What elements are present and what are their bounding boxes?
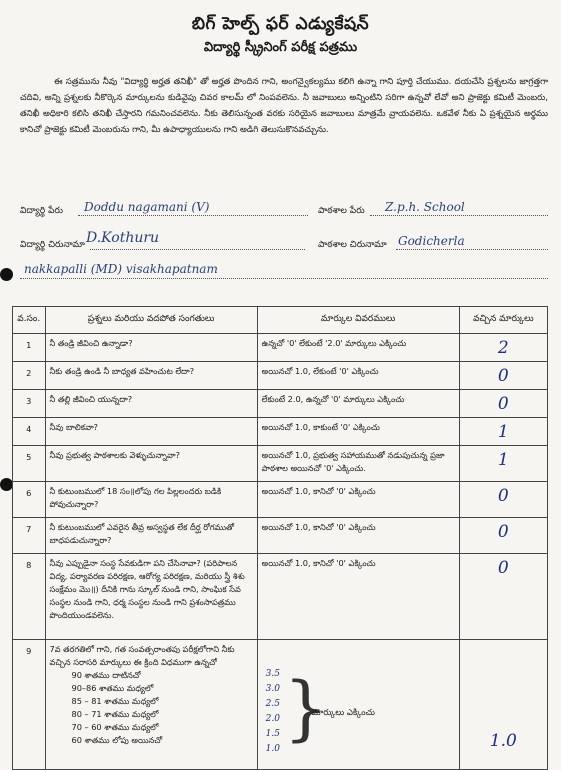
student-name-value[interactable]: Doddu nagamani (V) — [84, 200, 210, 214]
school-name-label: పాఠశాల పేరు — [318, 206, 365, 216]
score-value[interactable]: 1 — [497, 450, 509, 470]
row9-marks-bracket — [262, 643, 455, 763]
header-marks-obtained: వచ్చిన మార్కులు — [459, 307, 547, 334]
header-sno: వ.సం. — [13, 307, 46, 334]
table-row: 1 నీ తండ్రి జీవించి ఉన్నాడా? ఉన్నచో '0' లేకుంటే '2.0' మార్కులు ఎక్కించు 2 — [13, 334, 548, 362]
table-header-row — [13, 307, 548, 334]
student-address-label: విద్యార్థి చిరునామా — [20, 240, 85, 250]
school-address-label: పాఠశాల చిరునామా — [318, 240, 387, 250]
score-value[interactable]: 0 — [497, 558, 509, 578]
score-value[interactable]: 1 — [497, 422, 509, 442]
row9-note: మార్కులు ఎక్కించు — [311, 708, 375, 718]
table-row: 5 నీవు ప్రభుత్వ పాఠశాలకు వెళ్ళుచున్నావా? అయినచో 1.0, ప్రభుత్వ సహాయముతో నడుపుచున్న ప్రజా పాఠశాల అయినచో '0' ఎక్కించు. 1 — [13, 446, 548, 482]
school-name-value[interactable]: Z.p.h. School — [385, 200, 465, 214]
row9-mark-values: 3.5 3.0 2.5 2.0 1.5 1.0 — [265, 669, 280, 754]
table-row: 9 7వ తరగతిలో గాని, గత సంవత్సరాంతపు పరీక్షలోగాని నీకు వచ్చిన సరాసరి మార్కులు ఈ క్రింది విధముగా ఉన్నచో 90 శాతము దాటినచో 90–86 శాతము మధ్యలో 85 – 81 శాతము మధ్యలో 80 – 71 శాతము మధ్యలో 70 – 60 శాతము మధ్యలో 60 శాతము లోపు అయినచో 3.5 3.0 2.5 2.0 1.5 1.0 } మార్కులు ఎక్కించు 1.0 — [13, 640, 548, 770]
student-address-value[interactable]: D.Kothuru — [86, 230, 160, 246]
form-subtitle: విద్యార్థి స్క్రీనింగ్ పరీక్ష పత్రము — [203, 40, 358, 55]
punch-hole — [0, 268, 13, 281]
table-row: 6 నీ కుటుంబములో 18 సం॥లోపు గల పిల్లలందరు బడికి పోవుచున్నారా? అయినచో 1.0, కానిచో '0' ఎక్కించు 0 — [13, 482, 548, 518]
score-value[interactable]: 0 — [497, 394, 509, 414]
range-item: 80 – 71 శాతము మధ్యలో — [71, 709, 159, 719]
score-value[interactable]: 1.0 — [489, 731, 517, 751]
instructions-text: ఈ సత్రమును నీవు "విద్యార్థి అర్హత తనిఖీ" తో అర్హత పొందిన గాని, అంగన్వైకల్యము కలిగి ఉన్నా గాని పూర్తి చేయుము. దయచేసి ప్రశ్నలను జాగ్రత్తగా చదివి, అన్ని ప్రశ్నలకు నీకొర్కెన మార్కులను కుడివైపు చివర కాలమ్ లో నింపవలెను. నీ జవాబులు అన్నింటిని సరిగా ఉన్నవో లేవో అని ప్రాజెక్టు కమిటీ మెంబరు, తనిఖీ అధికారి కలిసి తనిఖీ చేస్తారని గమనించవలెను. నీకు తెలిసున్నంత వరకు సరియైన జవాబులు మాత్రమే వ్రాయవలెను. ఒకవేళ నీకు ఏ ప్రశ్నయైన అర్థము కానిచో ప్రాజెక్టు కమిటీ మెంబరును గాని, మీ ఉపాధ్యాయులను గాని అడిగి తెలుసుకొనవచ్చును. — [20, 77, 548, 135]
student-name-label: విద్యార్థి పేరు — [20, 206, 63, 216]
header-marks-details: మార్కుల వివరములు — [257, 307, 459, 334]
range-item: 60 శాతము లోపు అయినచో — [71, 735, 163, 745]
range-item: 90 శాతము దాటినచో — [71, 670, 141, 680]
row9-intro: 7వ తరగతిలో గాని, గత సంవత్సరాంతపు పరీక్షలోగాని నీకు వచ్చిన సరాసరి మార్కులు ఈ క్రింది విధముగా ఉన్నచో — [49, 644, 235, 667]
range-item: 85 – 81 శాతము మధ్యలో — [71, 696, 159, 706]
screening-table — [12, 306, 548, 770]
address-line2-value[interactable]: nakkapalli (MD) visakhapatnam — [24, 262, 218, 276]
score-value[interactable]: 0 — [497, 522, 509, 542]
table-row: 7 నీ కుటుంబములో ఎవరైన తీవ్ర అస్వస్థత లేక దీర్ఘ రోగముతో బాధపడుచున్నారా? అయినచో 1.0, కానిచో '0' ఎక్కించు 0 — [13, 518, 548, 554]
header-questions: ప్రశ్నలు మరియు వదపోత సంగతులు — [45, 307, 257, 334]
school-address-value[interactable]: Godicherla — [398, 234, 465, 248]
score-value[interactable]: 2 — [497, 338, 509, 358]
instructions-paragraph — [20, 74, 548, 138]
range-item: 70 – 60 శాతము మధ్యలో — [71, 722, 159, 732]
form-title: బిగ్ హెల్ప్ ఫర్ ఎడ్యుకేషన్ — [191, 14, 370, 34]
score-value[interactable]: 0 — [497, 366, 509, 386]
range-item: 90–86 శాతము మధ్యలో — [71, 683, 154, 693]
table-row: 4 నీవు బాలికవా? అయినచో 1.0, కాకుంటే '0' ఎక్కించు 1 — [13, 418, 548, 446]
score-value[interactable]: 0 — [497, 486, 509, 506]
brace-icon: } — [283, 667, 329, 749]
table-row: 8 నీవు ఎప్పుడైనా సంస్థ సేవకుడిగా పని చేసినావా? (పరిపాలన విద్య, పర్యావరణ పరిరక్షణ, ఆరోగ్య పరిరక్షణ, మరియు స్త్రీ శిశు సంక్షేమం మొ॥) దీనికి గాను స్కూల్ నుండి గాని, సాంఘిక సేవ సంస్థల నుండి గాని, ధర్మ సంస్థల నుండి గాని ప్రశంసాపత్రము పొందియుండవలెను. అయినచో 1.0, కానిచో '0' ఎక్కించు 0 — [13, 554, 548, 640]
table-row: 2 నీకు తండ్రి ఉండి నీ బాధ్యత వహించుట లేదా? అయినచో 1.0, లేకుంటే '0' ఎక్కించు 0 — [13, 362, 548, 390]
table-row: 3 నీ తల్లి జీవించి యున్నదా? లేకుంటే 2.0, ఉన్నచో '0' మార్కులు ఎక్కించు 0 — [13, 390, 548, 418]
